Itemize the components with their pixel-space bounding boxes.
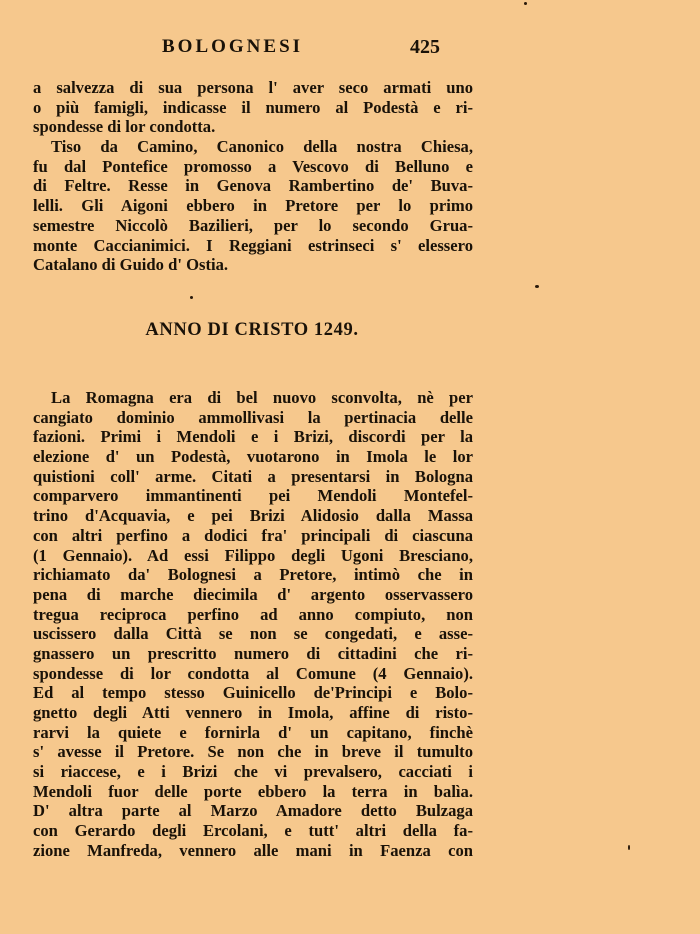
text-line: (1 Gennaio). Ad essi Filippo degli Ugoni Bresciano, [33,545,473,565]
text-line: gnassero un prescritto numero di cittadini che ri- [33,643,473,663]
ink-speck [190,296,193,299]
text-line: spondesse di lor condotta. [33,117,216,137]
text-line: Ed al tempo stesso Guinicello de'Principi e Bolo- [33,683,473,703]
text-line: trino d'Acquavia, e pei Brizi Alidosio dalla Massa [33,506,473,526]
text-line: La Romagna era di bel nuovo sconvolta, nè per [51,388,473,407]
text-line: rarvi la quiete e fornirla d' un capitano, finchè [33,722,473,742]
text-line: con altri perfino a dodici fra' principali di ciascuna [33,525,473,545]
text-line: Mendoli fuor delle porte ebbero la terra in balìa. [33,781,473,801]
text-line: si riaccese, e i Brizi che vi prevalsero, cacciati i [33,762,473,782]
text-line: uscissero dalla Città se non se congedati, e asse- [33,624,473,644]
running-head: BOLOGNESI [162,36,304,57]
section-heading: ANNO DI CRISTO 1249. [145,320,359,340]
ink-speck [628,845,630,850]
text-line: monte Caccianimici. I Reggiani estrinseci s' elessero [33,235,473,255]
text-line: fazioni. Primi i Mendoli e i Brizi, discordi per la [33,427,473,447]
ink-speck [535,285,539,288]
text-line: gnetto degli Atti vennero in Imola, affine di risto- [33,703,473,722]
text-line: semestre Niccolò Bazilieri, per lo secondo Grua- [33,215,473,235]
text-line: elezione d' un Podestà, vuotarono in Imola le lor [33,447,473,467]
main-paragraph [33,388,473,861]
page-header [0,36,700,64]
text-line: o più famigli, indicasse il numero al Podestà e ri- [33,97,473,117]
text-line: lelli. Gli Aigoni ebbero in Pretore per lo primo [33,196,473,216]
text-line: comparvero immantinenti pei Mendoli Montefel- [33,486,473,506]
text-line: pena di marche diecimila d' argento osservassero [33,584,473,604]
text-line: spondesse di lor condotta al Comune (4 Gennaio). [33,663,473,683]
text-line: con Gerardo degli Ercolani, e tutt' altri della fa- [33,821,473,841]
text-line: D' altra parte al Marzo Amadore detto Bulzaga [33,801,473,821]
text-line: di Feltre. Resse in Genova Rambertino de' Buva- [33,176,473,196]
page-number: 425 [410,36,440,58]
ink-speck [524,2,527,5]
text-line: Catalano di Guido d' Ostia. [33,255,229,275]
text-line: a salvezza di sua persona l' aver seco armati uno [33,78,473,97]
text-line: tregua reciproca perfino ad anno compiuto, non [33,604,473,624]
text-line: zione Manfreda, vennero alle mani in Faenza con [33,840,473,860]
text-line: fu dal Pontefice promosso a Vescovo di Belluno e [33,156,473,176]
text-line: Tiso da Camino, Canonico della nostra Chiesa, [51,137,473,157]
text-line: s' avesse il Pretore. Se non che in breve il tumulto [33,742,473,762]
text-line: quistioni coll' arme. Citati a presentarsi in Bologna [33,466,473,486]
text-line: richiamato da' Bolognesi a Pretore, intimò che in [33,565,473,585]
text-line: cangiato dominio ammollivasi la pertinacia delle [33,407,473,427]
top-paragraphs [33,78,473,275]
